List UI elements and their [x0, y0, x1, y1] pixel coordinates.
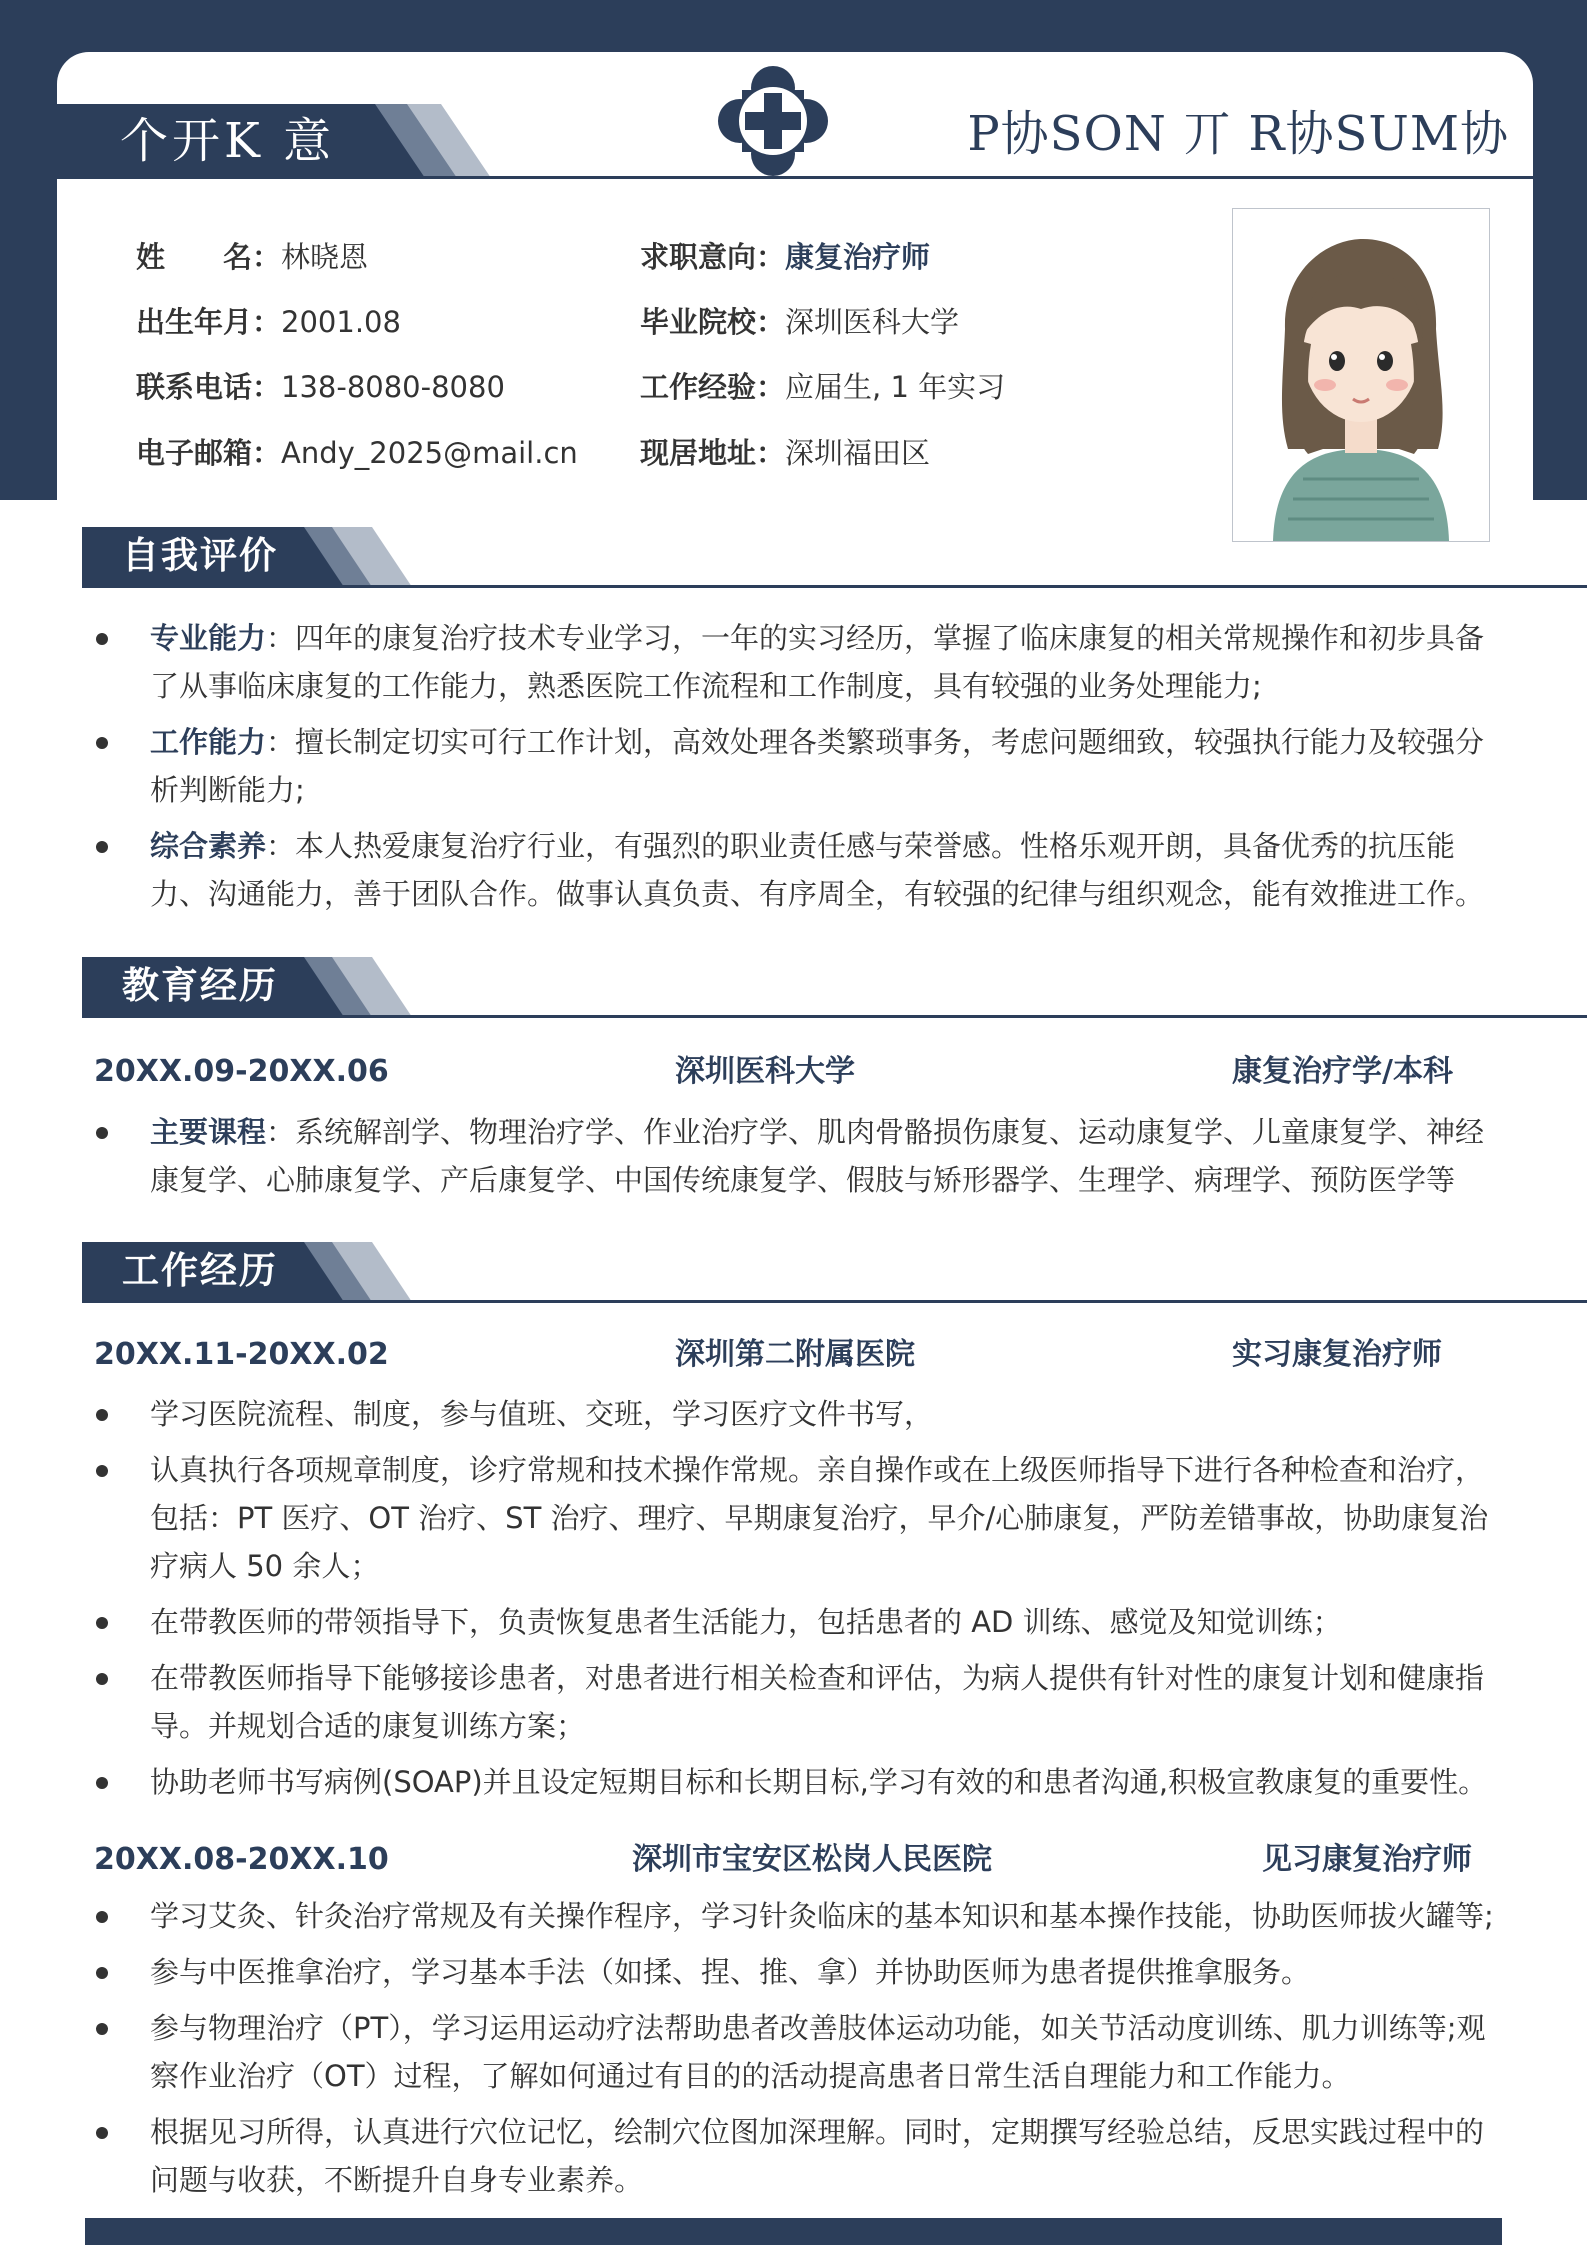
work-2-list [92, 1892, 1507, 2212]
header-title: 个开K 意 [120, 113, 336, 169]
avatar-illustration [1233, 209, 1489, 541]
bullet-icon [96, 2127, 108, 2139]
bullet-icon [96, 1911, 108, 1923]
list-item: 认真执行各项规章制度，诊疗常规和技术操作常规。亲自操作或在上级医师指导下进行各种检查和治疗，包括：PT 医疗、OT 治疗、ST 治疗、理疗、早期康复治疗，早介/心肺康复，严防差错事故，协助康复治疗病人 50 余人； [92, 1446, 1507, 1590]
section-title: 自我评价 [122, 534, 278, 577]
bullet-icon [96, 841, 108, 853]
list-item: 在带教医师指导下能够接诊患者，对患者进行相关检查和评估，为病人提供有针对性的康复计划和健康指导。并规划合适的康复训练方案； [92, 1654, 1507, 1750]
section-divider [82, 1300, 1587, 1303]
self-eval-list [92, 614, 1507, 926]
bullet-icon [96, 2023, 108, 2035]
bullet-icon [96, 1465, 108, 1477]
section-divider [82, 1015, 1587, 1018]
info-birth: 出生年月：2001.08 [136, 305, 401, 339]
entry-role: 实习康复治疗师 [1232, 1337, 1442, 1372]
section-divider [82, 585, 1587, 588]
bullet-icon [96, 633, 108, 645]
entry-date: 20XX.09-20XX.06 [94, 1054, 389, 1089]
header-divider [57, 176, 1533, 179]
header-english-title: P协SON 丌 R协SUM协 [967, 106, 1509, 162]
section-self-eval-header [0, 527, 1587, 589]
entry-org: 深圳医科大学 [675, 1054, 855, 1089]
info-email: 电子邮箱：Andy_2025@mail.cn [136, 436, 578, 470]
list-item: 工作能力：擅长制定切实可行工作计划，高效处理各类繁琐事务，考虑问题细致，较强执行能力及较强分析判断能力; [92, 718, 1507, 814]
work-entry-1 [0, 1333, 1587, 1377]
list-item: 学习医院流程、制度，参与值班、交班，学习医疗文件书写， [92, 1390, 1507, 1438]
list-item: 综合素养：本人热爱康复治疗行业，有强烈的职业责任感与荣誉感。性格乐观开朗，具备优秀的抗压能力、沟通能力，善于团队合作。做事认真负责、有序周全，有较强的纪律与组织观念，能有效推进工作。 [92, 822, 1507, 918]
work-1-list [92, 1390, 1507, 1814]
entry-org: 深圳市宝安区松岗人民医院 [632, 1842, 992, 1877]
section-title: 教育经历 [122, 964, 278, 1007]
info-name: 姓 名：林晓恩 [136, 240, 369, 274]
medical-cross-icon [718, 66, 828, 176]
bullet-icon [96, 1673, 108, 1685]
bullet-icon [96, 1617, 108, 1629]
list-item: 主要课程：系统解剖学、物理治疗学、作业治疗学、肌肉骨骼损伤康复、运动康复学、儿童康复学、神经康复学、心肺康复学、产后康复学、中国传统康复学、假肢与矫形器学、生理学、病理学、预防医学等 [92, 1108, 1507, 1204]
list-item: 参与物理治疗（PT），学习运用运动疗法帮助患者改善肢体运动功能，如关节活动度训练、肌力训练等;观察作业治疗（OT）过程，了解如何通过有目的的活动提高患者日常生活自理能力和工作能力。 [92, 2004, 1507, 2100]
list-item: 学习艾灸、针灸治疗常规及有关操作程序，学习针灸临床的基本知识和基本操作技能，协助医师拔火罐等; [92, 1892, 1507, 1940]
list-item: 在带教医师的带领指导下，负责恢复患者生活能力，包括患者的 AD 训练、感觉及知觉训练； [92, 1598, 1507, 1646]
list-item: 协助老师书写病例(SOAP)并且设定短期目标和长期目标,学习有效的和患者沟通,积极宣教康复的重要性。 [92, 1758, 1507, 1806]
footer-band [85, 2218, 1502, 2245]
info-phone: 联系电话：138-8080-8080 [136, 370, 505, 404]
bullet-icon [96, 1777, 108, 1789]
bullet-icon [96, 1409, 108, 1421]
section-education-header [0, 957, 1587, 1019]
education-entry [0, 1050, 1587, 1094]
list-item: 根据见习所得，认真进行穴位记忆，绘制穴位图加深理解。同时，定期撰写经验总结，反思实践过程中的问题与收获，不断提升自身专业素养。 [92, 2108, 1507, 2204]
list-item: 专业能力：四年的康复治疗技术专业学习，一年的实习经历，掌握了临床康复的相关常规操作和初步具备了从事临床康复的工作能力，熟悉医院工作流程和工作制度，具有较强的业务处理能力; [92, 614, 1507, 710]
education-list [92, 1108, 1507, 1212]
info-address: 现居地址：深圳福田区 [640, 436, 931, 470]
list-item: 参与中医推拿治疗，学习基本手法（如揉、捏、推、拿）并协助医师为患者提供推拿服务。 [92, 1948, 1507, 1996]
bullet-icon [96, 1127, 108, 1139]
profile-photo [1232, 208, 1490, 542]
info-objective: 求职意向：康复治疗师 [640, 240, 931, 274]
bullet-icon [96, 737, 108, 749]
section-work-header [0, 1242, 1587, 1304]
section-title: 工作经历 [122, 1249, 278, 1292]
entry-role: 康复治疗学/本科 [1232, 1054, 1453, 1089]
info-school: 毕业院校：深圳医科大学 [640, 305, 960, 339]
bullet-icon [96, 1967, 108, 1979]
entry-date: 20XX.08-20XX.10 [94, 1842, 389, 1877]
work-entry-2 [0, 1838, 1587, 1882]
entry-org: 深圳第二附属医院 [675, 1337, 915, 1372]
entry-date: 20XX.11-20XX.02 [94, 1337, 389, 1372]
entry-role: 见习康复治疗师 [1262, 1842, 1472, 1877]
info-experience: 工作经验：应届生, 1 年实习 [640, 370, 1006, 404]
